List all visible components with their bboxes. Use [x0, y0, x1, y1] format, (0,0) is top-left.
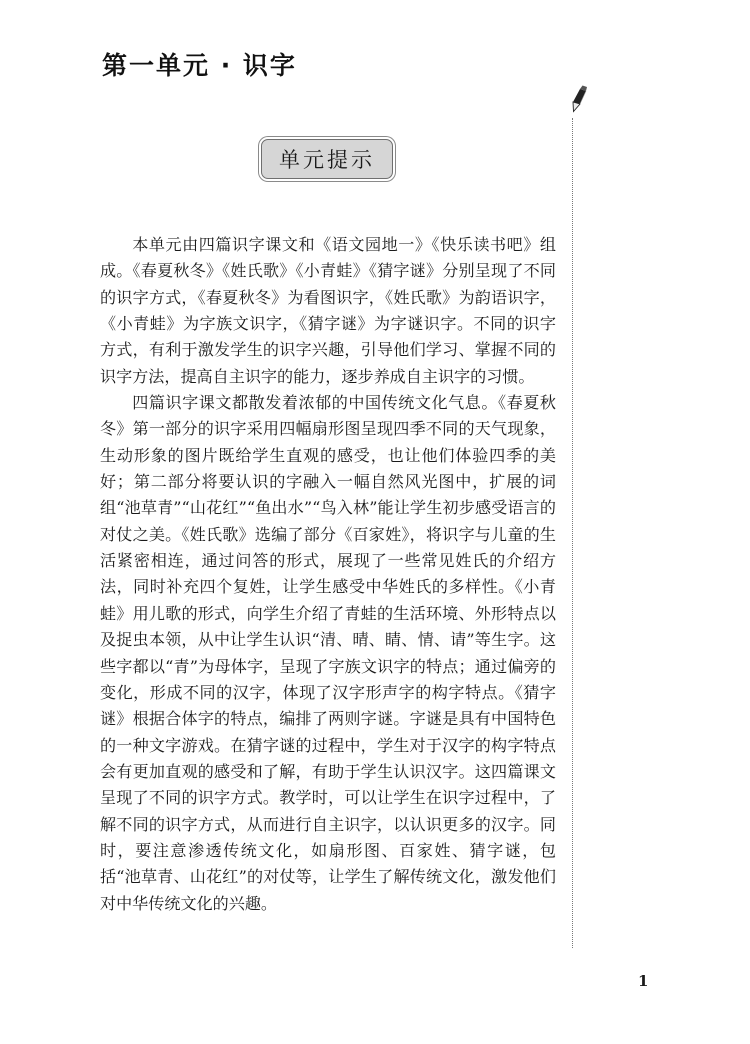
paragraph: 四篇识字课文都散发着浓郁的中国传统文化气息。《春夏秋冬》第一部分的识字采用四幅扇形图呈现四季不同的天气现象，生动形象的图片既给学生直观的感受，也让他们体验四季的美好；第二部分将要认识的字融入一幅自然风光图中，扩展的词组“池草青”“山花红”“鱼出水”“鸟入林”能让学生初步感受语言的对仗之美。《姓氏歌》选编了部分《百家姓》，将识字与儿童的生活紧密相连，通过问答的形式，展现了一些常见姓氏的介绍方法，同时补充四个复姓，让学生感受中华姓氏的多样性。《小青蛙》用儿歌的形式，向学生介绍了青蛙的生活环境、外形特点以及捉虫本领，从中让学生认识“清、晴、睛、情、请”等生字。这些字都以“青”为母体字，呈现了字族文识字的特点；通过偏旁的变化，形成不同的汉字，体现了汉字形声字的构字特点。《猜字谜》根据合体字的特点，编排了两则字谜。字谜是具有中国特色的一种文字游戏。在猜字谜的过程中，学生对于汉字的构字特点会有更加直观的感受和了解，有助于学生认识汉字。这四篇课文呈现了不同的识字方式。教学时，可以让学生在识字过程中，了解不同的识字方式，从而进行自主识字，以认识更多的汉字。同时，要注意渗透传统文化，如扇形图、百家姓、猜字谜，包括“池草青、山花红”的对仗等，让学生了解传统文化，激发他们对中华传统文化的兴趣。: [100, 393, 556, 913]
paragraph: 本单元由四篇识字课文和《语文园地一》《快乐读书吧》组成。《春夏秋冬》《姓氏歌》《小青蛙》《猜字谜》分别呈现了不同的识字方式，《春夏秋冬》为看图识字，《姓氏歌》为韵语识字，《小青蛙》为字族文识字，《猜字谜》为字谜识字。不同的识字方式，有利于激发学生的识字兴趣，引导他们学习、掌握不同的识字方法，提高自主识字的能力，逐步养成自主识字的习惯。: [100, 235, 556, 386]
section-title: 单元提示: [279, 148, 375, 172]
page-number: 1: [638, 972, 649, 990]
margin-dotted-rule: [572, 118, 573, 948]
body-text: [100, 232, 556, 917]
pen-icon: [556, 84, 592, 120]
section-title-box: [261, 139, 393, 179]
unit-title: 第一单元 · 识字: [102, 51, 297, 80]
